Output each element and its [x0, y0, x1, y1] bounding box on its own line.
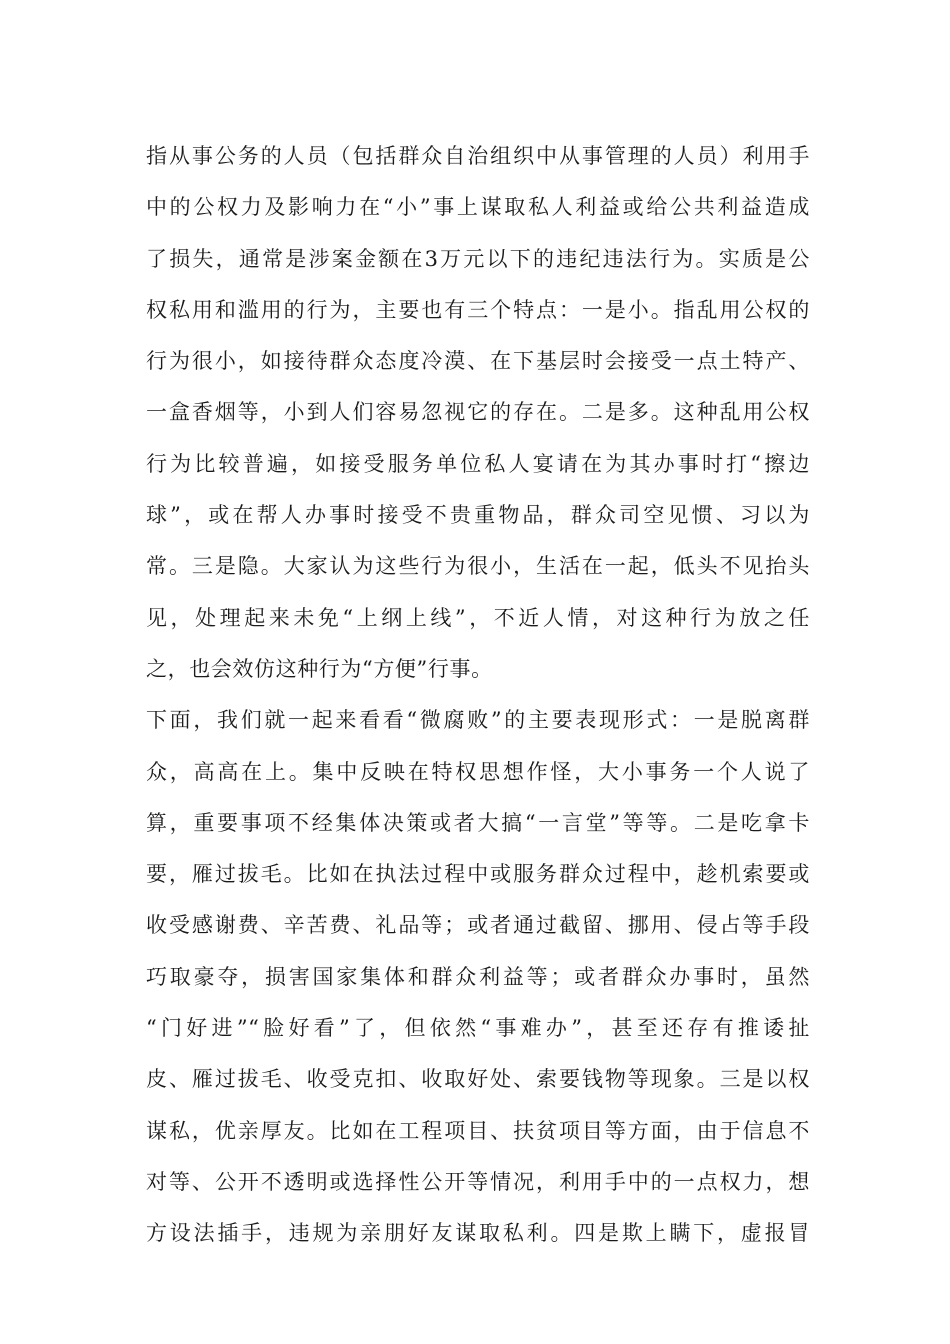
text-line: “门好进”“脸好看”了，但依然“事难办”，甚至还存有推诿扯 [146, 1016, 810, 1041]
text-line: 中的公权力及影响力在“小”事上谋取私人利益或给公共利益造成 [146, 195, 810, 220]
body-text [146, 131, 810, 1260]
text-line-last: 之，也会效仿这种行为“方便”行事。 [146, 656, 493, 681]
text-line: 一盒香烟等，小到人们容易忽视它的存在。二是多。这种乱用公权 [146, 400, 810, 425]
text-line: 常。三是隐。大家认为这些行为很小，生活在一起，低头不见抬头 [146, 554, 810, 579]
text-line: 巧取豪夺，损害国家集体和群众利益等；或者群众办事时，虽然 [146, 964, 810, 989]
text-line: 要，雁过拔毛。比如在执法过程中或服务群众过程中，趁机索要或 [146, 862, 810, 887]
text-line: 球”，或在帮人办事时接受不贵重物品，群众司空见惯、习以为 [146, 503, 810, 528]
text-line: 收受感谢费、辛苦费、礼品等；或者通过截留、挪用、侵占等手段 [146, 913, 810, 938]
text-line: 了损失，通常是涉案金额在3万元以下的违纪违法行为。实质是公 [146, 246, 810, 271]
text-line: 算，重要事项不经集体决策或者大搞“一言堂”等等。二是吃拿卡 [146, 810, 810, 835]
text-line: 对等、公开不透明或选择性公开等情况，利用手中的一点权力，想 [146, 1169, 810, 1194]
text-line: 行为很小，如接待群众态度冷漠、在下基层时会接受一点土特产、 [146, 349, 810, 374]
text-line: 皮、雁过拔毛、收受克扣、收取好处、索要钱物等现象。三是以权 [146, 1067, 810, 1092]
text-line: 指从事公务的人员（包括群众自治组织中从事管理的人员）利用手 [146, 144, 810, 168]
text-line: 见，处理起来未免“上纲上线”，不近人情，对这种行为放之任 [146, 605, 810, 630]
text-line: 行为比较普遍，如接受服务单位私人宴请在为其办事时打“擦边 [146, 451, 810, 476]
text-line: 下面，我们就一起来看看“微腐败”的主要表现形式：一是脱离群 [146, 708, 810, 733]
paragraph-1 [146, 131, 810, 695]
text-line: 权私用和滥用的行为，主要也有三个特点：一是小。指乱用公权的 [146, 297, 810, 322]
paragraph-2 [146, 695, 810, 1259]
text-line: 谋私，优亲厚友。比如在工程项目、扶贫项目等方面，由于信息不 [146, 1118, 810, 1143]
text-line: 众，高高在上。集中反映在特权思想作怪，大小事务一个人说了 [146, 759, 810, 784]
text-line: 方设法插手，违规为亲朋好友谋取私利。四是欺上瞒下，虚报冒 [146, 1221, 810, 1246]
